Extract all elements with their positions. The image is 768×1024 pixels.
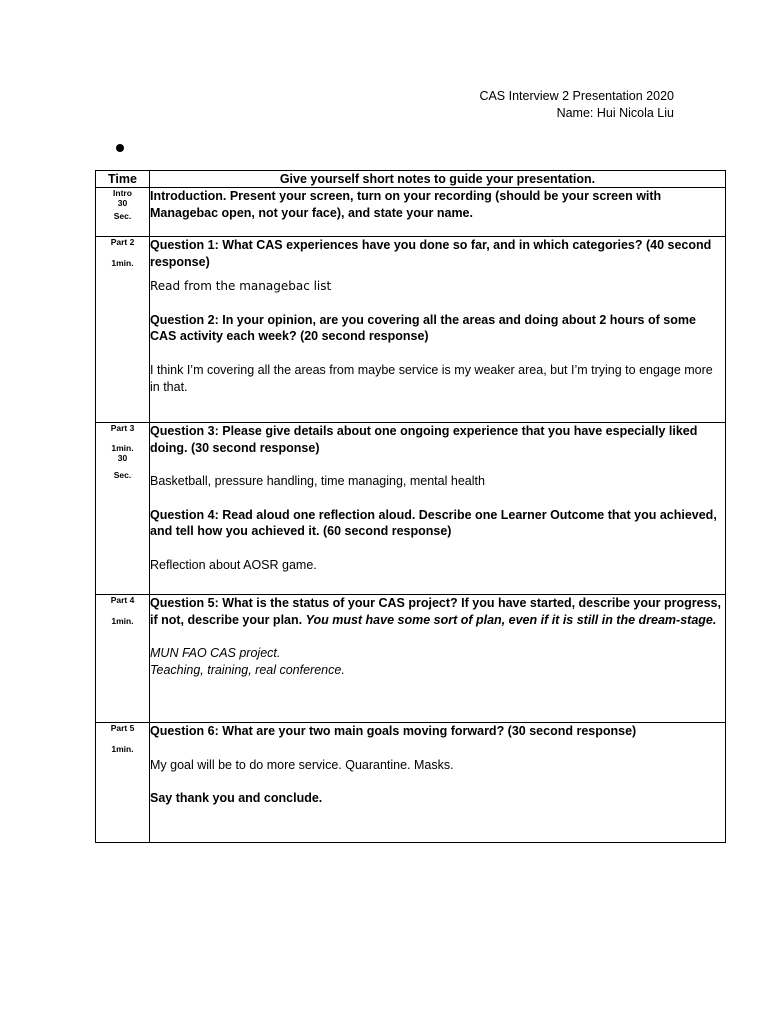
notes-cell bbox=[150, 237, 726, 423]
bullet-point bbox=[116, 144, 124, 152]
time-unit: Sec. bbox=[113, 211, 132, 221]
time-label: Part 4 bbox=[110, 595, 135, 605]
answer-text: Teaching, training, real conference. bbox=[150, 662, 345, 677]
answer-text: MUN FAO CAS project. bbox=[150, 646, 281, 660]
notes-cell bbox=[150, 188, 726, 237]
time-label: Part 3 bbox=[110, 423, 135, 433]
answer-text: Basketball, pressure handling, time managing, mental health bbox=[150, 474, 485, 488]
question-text: Question 1: What CAS experiences have you done so far, and in which categories? (40 second response) bbox=[150, 238, 712, 269]
student-name: Name: Hui Nicola Liu bbox=[556, 106, 674, 120]
question-text: Question 6: What are your two main goals moving forward? (30 second response) bbox=[150, 724, 637, 738]
document-title: CAS Interview 2 Presentation 2020 bbox=[479, 89, 674, 103]
time-value: 1min. bbox=[111, 616, 134, 626]
answer-text: Read from the managebac list bbox=[150, 279, 332, 293]
time-value: 1min. bbox=[111, 744, 134, 754]
question-text: Question 4: Read aloud one reflection aloud. Describe one Learner Outcome that you achieved, and tell how you achieved it. (60 second response) bbox=[150, 507, 717, 538]
time-value: 30 bbox=[117, 198, 128, 208]
time-cell bbox=[96, 595, 150, 723]
table-row bbox=[96, 237, 726, 423]
question-text: Question 3: Please give details about one ongoing experience that you have especially liked doing. (30 second response) bbox=[150, 424, 698, 455]
notes-cell bbox=[150, 423, 726, 595]
time-value: 1min. bbox=[111, 443, 134, 453]
table-row bbox=[96, 595, 726, 723]
notes-cell bbox=[150, 595, 726, 723]
question-text: Question 2: In your opinion, are you covering all the areas and doing about 2 hours of some CAS activity each week? (20 second response) bbox=[150, 312, 696, 343]
time-column-header: Time bbox=[96, 171, 150, 188]
time-cell bbox=[96, 188, 150, 237]
table-row bbox=[96, 188, 726, 237]
answer-text: I think I’m covering all the areas from maybe service is my weaker area, but I’m trying to engage more in that. bbox=[150, 362, 713, 394]
question-emphasis: You must have some sort of plan, even if it is still in the dream-stage. bbox=[305, 612, 717, 627]
intro-text: Introduction. Present your screen, turn on your recording (should be your screen with Managebac open, not your face), and state your name. bbox=[150, 189, 662, 220]
time-value: 1min. bbox=[111, 258, 134, 268]
time-value: 30 bbox=[117, 453, 128, 463]
closing-text: Say thank you and conclude. bbox=[150, 791, 323, 805]
notes-cell bbox=[150, 723, 726, 843]
answer-text: Reflection about AOSR game. bbox=[150, 557, 317, 572]
question-main: Question 5: What is the status of your CAS project? If you have started, describe your progress, if not, describe your plan. bbox=[150, 596, 721, 627]
answer-text: My goal will be to do more service. Quarantine. Masks. bbox=[150, 757, 454, 772]
presentation-notes-table bbox=[95, 170, 726, 843]
document-header bbox=[479, 88, 674, 122]
table-row bbox=[96, 723, 726, 843]
time-label: Part 5 bbox=[110, 723, 135, 733]
time-cell bbox=[96, 723, 150, 843]
question-text bbox=[150, 595, 725, 628]
notes-column-header: Give yourself short notes to guide your presentation. bbox=[150, 171, 726, 188]
time-label: Part 2 bbox=[110, 237, 135, 247]
time-cell bbox=[96, 423, 150, 595]
table-row bbox=[96, 423, 726, 595]
time-cell bbox=[96, 237, 150, 423]
time-unit: Sec. bbox=[113, 470, 132, 480]
time-label: Intro bbox=[113, 188, 132, 198]
table-header-row bbox=[96, 171, 726, 188]
